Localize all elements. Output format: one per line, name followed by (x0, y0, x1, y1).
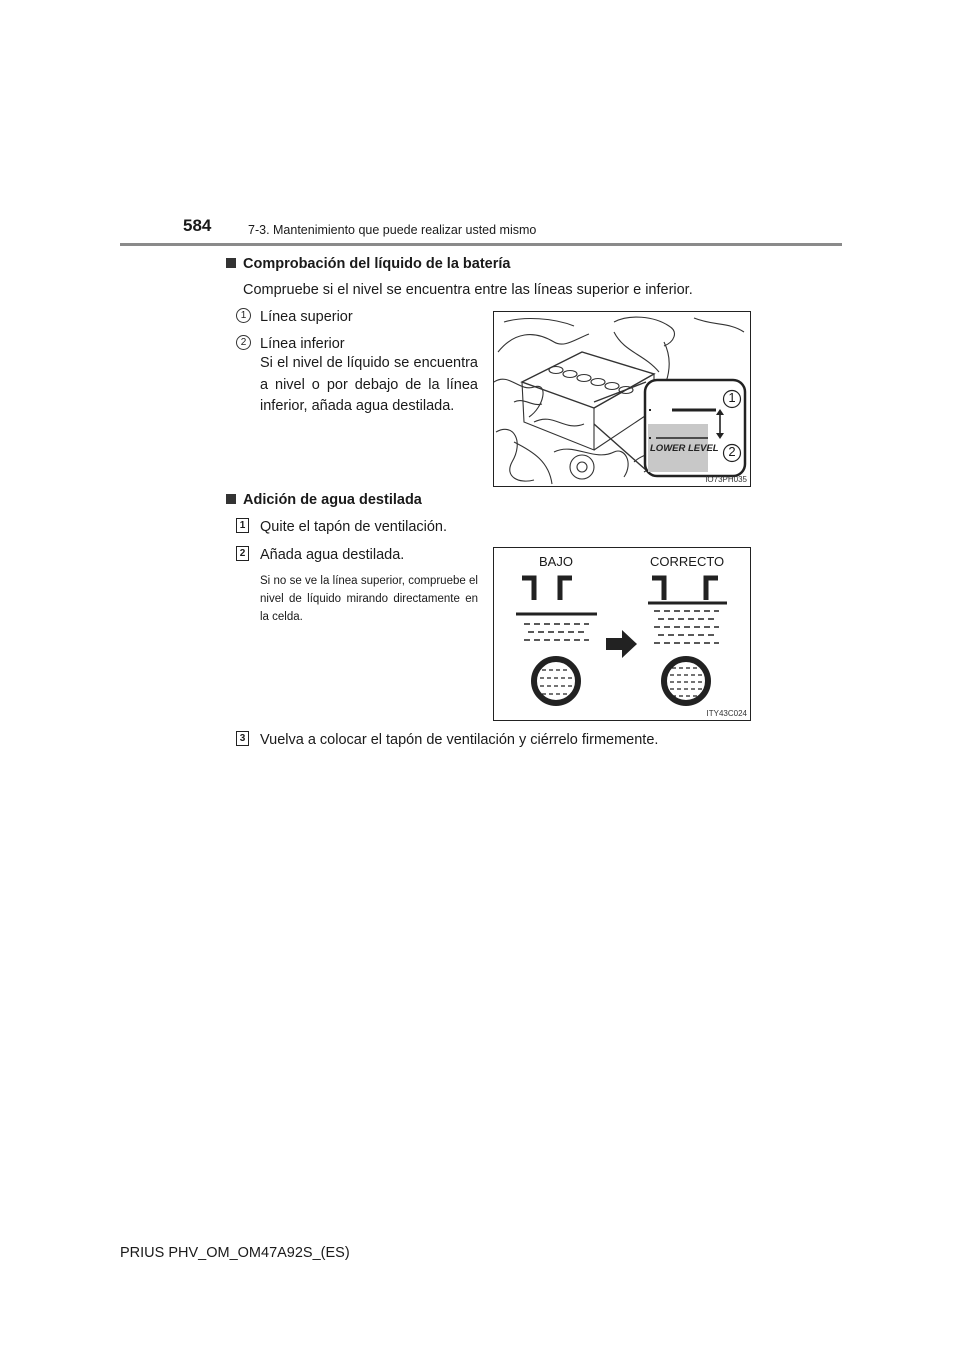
add-water-title: Adición de agua destilada (243, 492, 422, 508)
callout-1-label: 1 (728, 390, 736, 405)
header-divider (120, 243, 842, 246)
battery-level-figure (493, 311, 751, 487)
step-2-text: Añada agua destilada. (260, 547, 405, 563)
square-bullet-icon (226, 494, 236, 504)
lower-level-marking: LOWER LEVEL (650, 443, 719, 454)
square-bullet-icon (226, 258, 236, 268)
level-comparison-illustration (494, 548, 750, 720)
check-fluid-heading (226, 256, 510, 272)
callout-2-label: 2 (728, 444, 736, 459)
item-number-2: 2 (236, 335, 251, 350)
check-fluid-intro: Compruebe si el nivel se encuentra entre las líneas superior e inferior. (243, 282, 693, 298)
figure-code: ITY43C024 (706, 709, 747, 718)
step-number-1: 1 (236, 518, 249, 533)
step-number-3: 3 (236, 731, 249, 746)
refill-note: Si el nivel de líquido se encuentra a nivel o por debajo de la línea inferior, añada agua destilada. (260, 355, 478, 414)
lower-line-label: Línea inferior (260, 336, 345, 352)
step-3-text: Vuelva a colocar el tapón de ventilación y ciérrelo firmemente. (260, 732, 659, 748)
figure-code: IO73PH035 (705, 475, 747, 484)
correct-level-label: CORRECTO (650, 554, 725, 569)
document-id: PRIUS PHV_OM_OM47A92S_(ES) (120, 1245, 350, 1261)
upper-line-label: Línea superior (260, 309, 353, 325)
page-number: 584 (183, 216, 212, 235)
check-fluid-title: Comprobación del líquido de la batería (243, 256, 511, 272)
step-number-2: 2 (236, 546, 249, 561)
low-level-label: BAJO (539, 554, 573, 569)
right-arrow-icon (606, 630, 637, 658)
battery-engine-illustration (494, 312, 750, 486)
add-water-heading (226, 492, 422, 508)
water-level-figure (493, 547, 751, 721)
step-2-note: Si no se ve la línea superior, compruebe el nivel de líquido mirando directamente en la celda. (260, 575, 478, 623)
step-1-text: Quite el tapón de ventilación. (260, 519, 448, 535)
section-title: 7-3. Mantenimiento que puede realizar usted mismo (248, 223, 537, 237)
item-number-1: 1 (236, 308, 251, 323)
